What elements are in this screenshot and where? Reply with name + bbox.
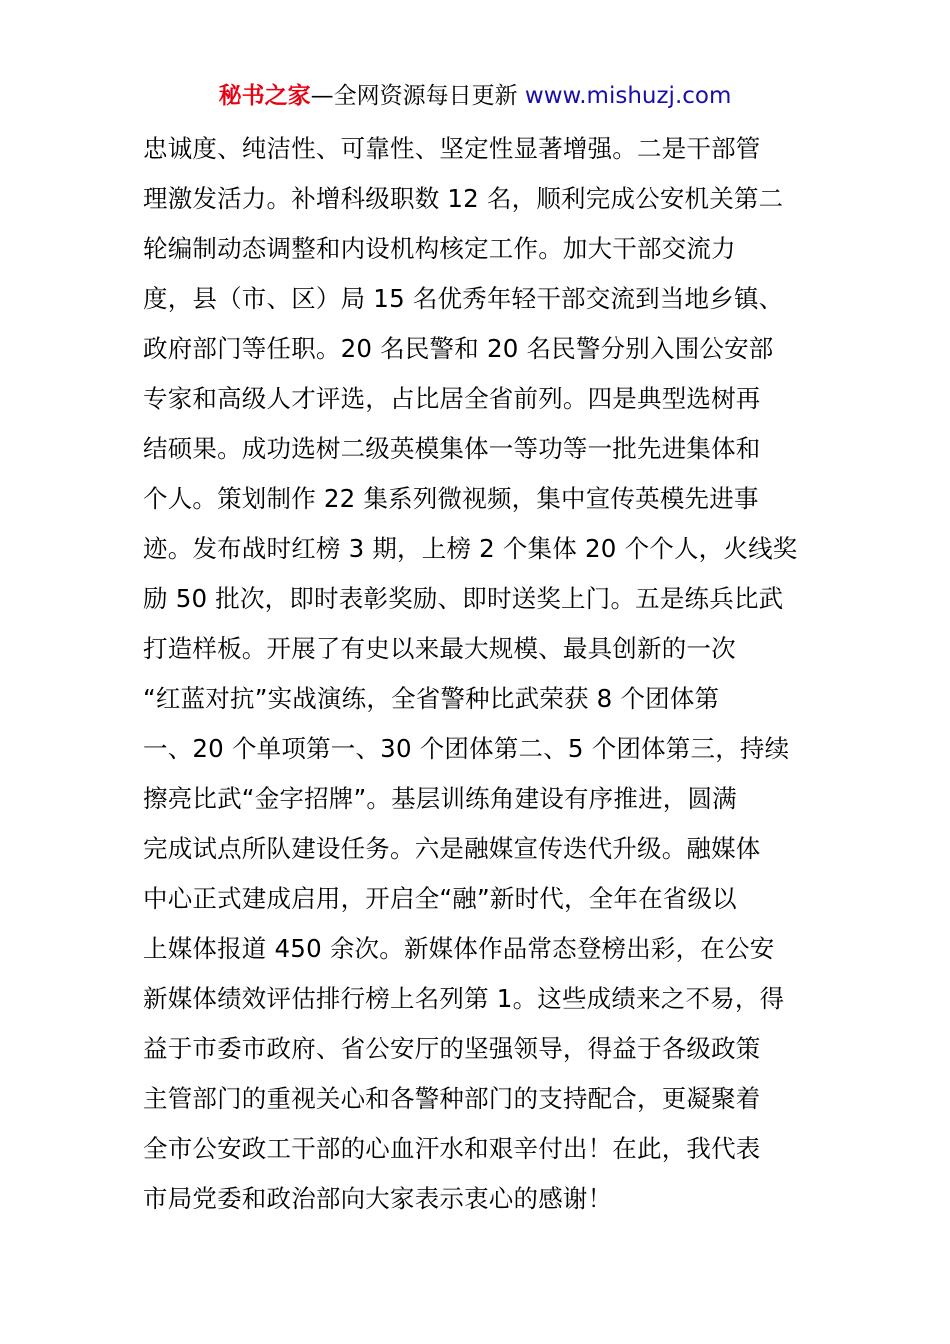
site-header xyxy=(0,80,950,112)
text-line: 忠诚度、纯洁性、可靠性、坚定性显著增强。二是干部管 xyxy=(143,134,761,163)
text-line: 新媒体绩效评估排行榜上名列第 1。这些成绩来之不易，得 xyxy=(143,984,785,1013)
text-line: 理激发活力。补增科级职数 12 名，顺利完成公安机关第二 xyxy=(143,184,784,213)
text-line: 益于市委市政府、省公安厅的坚强领导，得益于各级政策 xyxy=(143,1034,761,1063)
text-line: 完成试点所队建设任务。六是融媒宣传迭代升级。融媒体 xyxy=(143,834,761,863)
text-line: 轮编制动态调整和内设机构核定工作。加大干部交流力 xyxy=(143,234,736,263)
text-line: 一、20 个单项第一、30 个团体第二、5 个团体第三，持续 xyxy=(143,734,790,763)
text-line: 全市公安政工干部的心血汗水和艰辛付出！在此，我代表 xyxy=(143,1134,761,1163)
text-line: 励 50 批次，即时表彰奖励、即时送奖上门。五是练兵比武 xyxy=(143,584,784,613)
text-line: 迹。发布战时红榜 3 期，上榜 2 个集体 20 个个人，火线奖 xyxy=(143,534,798,563)
text-line: 市局党委和政治部向大家表示衷心的感谢！ xyxy=(143,1184,613,1213)
text-line: 专家和高级人才评选，占比居全省前列。四是典型选树再 xyxy=(143,384,761,413)
text-line: 上媒体报道 450 余次。新媒体作品常态登榜出彩，在公安 xyxy=(143,934,775,963)
text-line: 政府部门等任职。20 名民警和 20 名民警分别入围公安部 xyxy=(143,334,774,363)
text-line: 擦亮比武“金字招牌”。基层训练角建设有序推进，圆满 xyxy=(143,784,737,813)
text-line: 主管部门的重视关心和各警种部门的支持配合，更凝聚着 xyxy=(143,1084,761,1113)
site-tagline: —全网资源每日更新 xyxy=(310,83,525,109)
site-brand: 秘书之家 xyxy=(218,83,311,109)
site-url-link[interactable]: www.mishuzj.com xyxy=(524,83,732,109)
text-line: 中心正式建成启用，开启全“融”新时代，全年在省级以 xyxy=(143,884,737,913)
text-line: 结硕果。成功选树二级英模集体一等功等一批先进集体和 xyxy=(143,434,761,463)
text-line: 度，县（市、区）局 15 名优秀年轻干部交流到当地乡镇、 xyxy=(143,284,784,313)
text-line: 打造样板。开展了有史以来最大规模、最具创新的一次 xyxy=(143,634,736,663)
text-line: 个人。策划制作 22 集系列微视频，集中宣传英模先进事 xyxy=(143,484,759,513)
document-body xyxy=(143,124,813,1224)
text-line: “红蓝对抗”实战演练，全省警种比武荣获 8 个团体第 xyxy=(143,684,720,713)
